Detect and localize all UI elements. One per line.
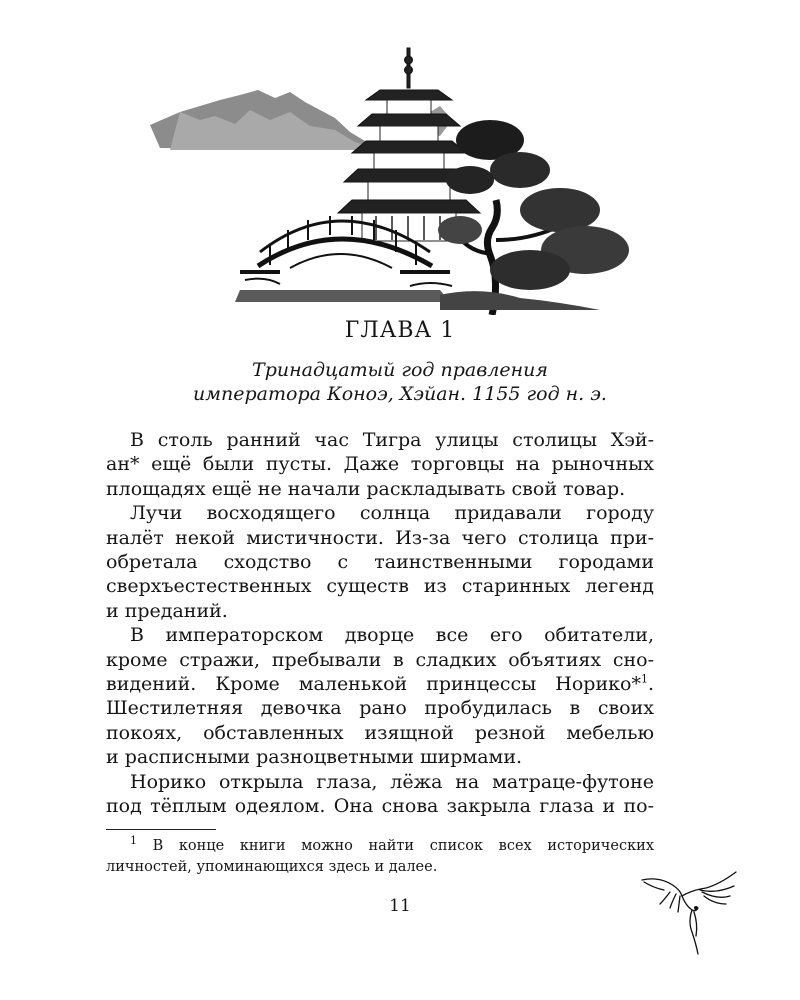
text-line: Лучи восходящего солнца придавали городу bbox=[130, 502, 654, 525]
subtitle-line: императора Коноэ, Хэйан. 1155 год н. э. bbox=[193, 383, 607, 405]
crane-icon bbox=[640, 866, 740, 956]
text-line: сверхъестественных существ из старинных легенд bbox=[106, 575, 654, 598]
paragraph bbox=[106, 623, 654, 769]
subtitle-line: Тринадцатый год правления bbox=[252, 359, 548, 381]
footnote-line: личностей, упоминающихся здесь и далее. bbox=[106, 859, 438, 875]
text-line: В императорском дворце все его обитатели, bbox=[130, 624, 654, 647]
paragraph bbox=[106, 770, 654, 819]
text-line: ан* ещё были пусты. Даже торговцы на рыночных bbox=[106, 453, 654, 476]
footnote bbox=[106, 836, 654, 878]
text-line: кроме стражи, пребывали в сладких объятиях сно- bbox=[106, 648, 654, 671]
footnote-divider bbox=[106, 829, 216, 830]
pine-tree-icon bbox=[438, 120, 629, 315]
footnote-marker: 1 bbox=[130, 834, 137, 848]
footnote-ref[interactable]: 1 bbox=[640, 672, 648, 686]
text-line: налёт некой мистичности. Из-за чего столица при- bbox=[106, 526, 654, 549]
chapter-body bbox=[106, 428, 654, 819]
chapter-subtitle bbox=[0, 358, 800, 406]
chapter-illustration bbox=[140, 40, 660, 315]
chapter-title: ГЛАВА 1 bbox=[344, 318, 456, 343]
text-line: и расписными разноцветными ширмами. bbox=[106, 746, 523, 769]
text-line: и преданий. bbox=[106, 599, 228, 622]
text-line: обретала сходство с таинственными городами bbox=[106, 551, 654, 574]
text-fragment: В конце книги можно найти список всех исторических bbox=[152, 838, 654, 854]
text-line: Шестилетняя девочка рано пробудилась в своих bbox=[106, 697, 654, 720]
page-number: 11 bbox=[389, 896, 411, 916]
text-line: покоях, обставленных изящной резной мебелью bbox=[106, 721, 654, 744]
text-line: Норико открыла глаза, лёжа на матраце-футоне bbox=[130, 770, 654, 793]
text-line: В столь ранний час Тигра улицы столицы Хэй- bbox=[130, 429, 654, 451]
text-fragment: . bbox=[647, 673, 654, 696]
text-line bbox=[106, 672, 654, 696]
text-fragment: видений. Кроме маленькой принцессы Норико* bbox=[106, 673, 641, 696]
paragraph bbox=[106, 501, 654, 623]
footnote-line bbox=[106, 836, 654, 857]
text-line: площадях ещё не начали раскладывать свой товар. bbox=[106, 477, 626, 500]
paragraph bbox=[106, 428, 654, 501]
text-line: под тёплым одеялом. Она снова закрыла глаза и по- bbox=[106, 795, 654, 818]
